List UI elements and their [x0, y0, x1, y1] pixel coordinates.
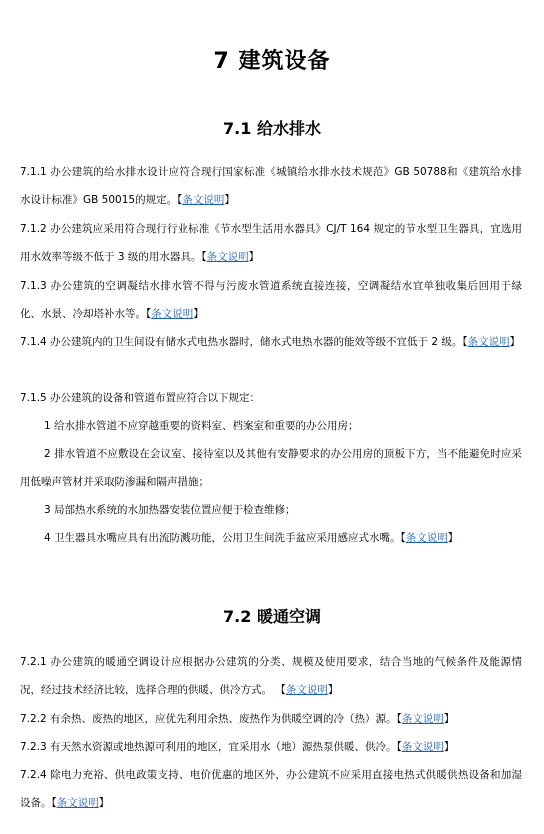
clause-7-1-5-item-4: 4 卫生器具水嘴应具有出流防溅功能，公用卫生间洗手盆应采用感应式水嘴。【条文说明】 — [44, 532, 459, 544]
explanation-link[interactable]: 条文说明 — [467, 336, 510, 348]
clause-text: 7.1.4 办公建筑内的卫生间设有储水式电热水器时，储水式电热水器的能效等级不宜低于 2 级。 — [20, 336, 463, 348]
explanation-link[interactable]: 条文说明 — [401, 741, 444, 753]
explanation-link[interactable]: 条文说明 — [401, 713, 444, 725]
clause-7-1-4: 7.1.4 办公建筑内的卫生间设有储水式电热水器时，储水式电热水器的能效等级不宜低于 2 级。【条文说明】 — [20, 336, 521, 348]
clause-item-text: 2 排水管道不应敷设在会议室、接待室以及其他有安静要求的办公用房的顶板下方，当不能避免时应采用低噪声管材并采取防渗漏和隔声措施； — [20, 448, 522, 488]
clause-7-1-2: 7.1.2 办公建筑应采用符合现行行业标准《节水型生活用水器具》CJ/T 164 规定的节水型卫生器具，宜选用用水效率等级不低于 3 级的用水器具。【条文说明】 — [20, 223, 522, 263]
explanation-link[interactable]: 条文说明 — [405, 532, 448, 544]
clause-text: 7.2.3 有天然水资源或地热源可利用的地区，宜采用水（地）源热泵供暖、供冷。 — [20, 741, 397, 753]
clause-text: 7.2.1 办公建筑的暖通空调设计应根据办公建筑的分类、规模及使用要求，结合当地的气候条件及能源情况，经过技术经济比较，选择合理的供暖、供冷方式。 — [20, 656, 522, 696]
section-title-7-2: 7.2 暖通空调 — [223, 607, 321, 626]
clause-text: 7.1.1 办公建筑的给水排水设计应符合现行国家标准《城镇给水排水技术规范》GB 50788和《建筑给水排水设计标准》GB 50015的规定。 — [20, 166, 522, 206]
clause-text: 7.1.2 办公建筑应采用符合现行行业标准《节水型生活用水器具》CJ/T 164 规定的节水型卫生器具，宜选用用水效率等级不低于 3 级的用水器具。 — [20, 223, 522, 263]
explanation-link[interactable]: 条文说明 — [285, 684, 328, 696]
explanation-link[interactable]: 条文说明 — [182, 194, 225, 206]
clause-7-2-4: 7.2.4 除电力充裕、供电政策支持、电价优惠的地区外，办公建筑不应采用直接电热式供暖供热设备和加湿设备。【条文说明】 — [20, 769, 522, 809]
clause-item-text: 3 局部热水系统的水加热器安装位置应便于检查维修； — [44, 504, 296, 516]
clause-7-1-5-item-2 — [20, 440, 522, 496]
clause-text: 7.2.4 除电力充裕、供电政策支持、电价优惠的地区外，办公建筑不应采用直接电热式供暖供热设备和加湿设备。 — [20, 769, 522, 809]
clause-7-2-1: 7.2.1 办公建筑的暖通空调设计应根据办公建筑的分类、规模及使用要求，结合当地的气候条件及能源情况，经过技术经济比较，选择合理的供暖、供冷方式。 【条文说明】 — [20, 656, 522, 696]
clause-7-1-3: 7.1.3 办公建筑的空调凝结水排水管不得与污废水管道系统直接连接，空调凝结水宜单独收集后回用于绿化、水景、冷却塔补水等。【条文说明】 — [20, 280, 522, 320]
clause-7-1-5-item-1 — [20, 412, 522, 440]
clause-text: 7.1.5 办公建筑的设备和管道布置应符合以下规定： — [20, 392, 261, 404]
clause-item-text: 1 给水排水管道不应穿越重要的资料室、档案室和重要的办公用房； — [44, 420, 359, 432]
section-title-7-1: 7.1 给水排水 — [223, 119, 321, 138]
clause-7-2-3: 7.2.3 有天然水资源或地热源可利用的地区，宜采用水（地）源热泵供暖、供冷。【条文说明】 — [20, 741, 455, 753]
clause-7-2-2: 7.2.2 有余热、废热的地区，应优先利用余热、废热作为供暖空调的冷（热）源。【条文说明】 — [20, 713, 455, 725]
clause-text: 7.1.3 办公建筑的空调凝结水排水管不得与污废水管道系统直接连接，空调凝结水宜单独收集后回用于绿化、水景、冷却塔补水等。 — [20, 280, 522, 320]
explanation-link[interactable]: 条文说明 — [206, 251, 249, 263]
clause-text: 7.2.2 有余热、废热的地区，应优先利用余热、废热作为供暖空调的冷（热）源。 — [20, 713, 397, 725]
clause-7-1-5 — [20, 384, 522, 412]
clause-7-1-1: 7.1.1 办公建筑的给水排水设计应符合现行国家标准《城镇给水排水技术规范》GB 50788和《建筑给水排水设计标准》GB 50015的规定。【条文说明】 — [20, 166, 522, 206]
chapter-title: 7 建筑设备 — [213, 49, 331, 74]
clause-item-text: 4 卫生器具水嘴应具有出流防溅功能，公用卫生间洗手盆应采用感应式水嘴。 — [44, 532, 401, 544]
clause-7-1-5-item-3 — [20, 496, 522, 524]
explanation-link[interactable]: 条文说明 — [56, 797, 99, 809]
explanation-link[interactable]: 条文说明 — [151, 308, 194, 320]
